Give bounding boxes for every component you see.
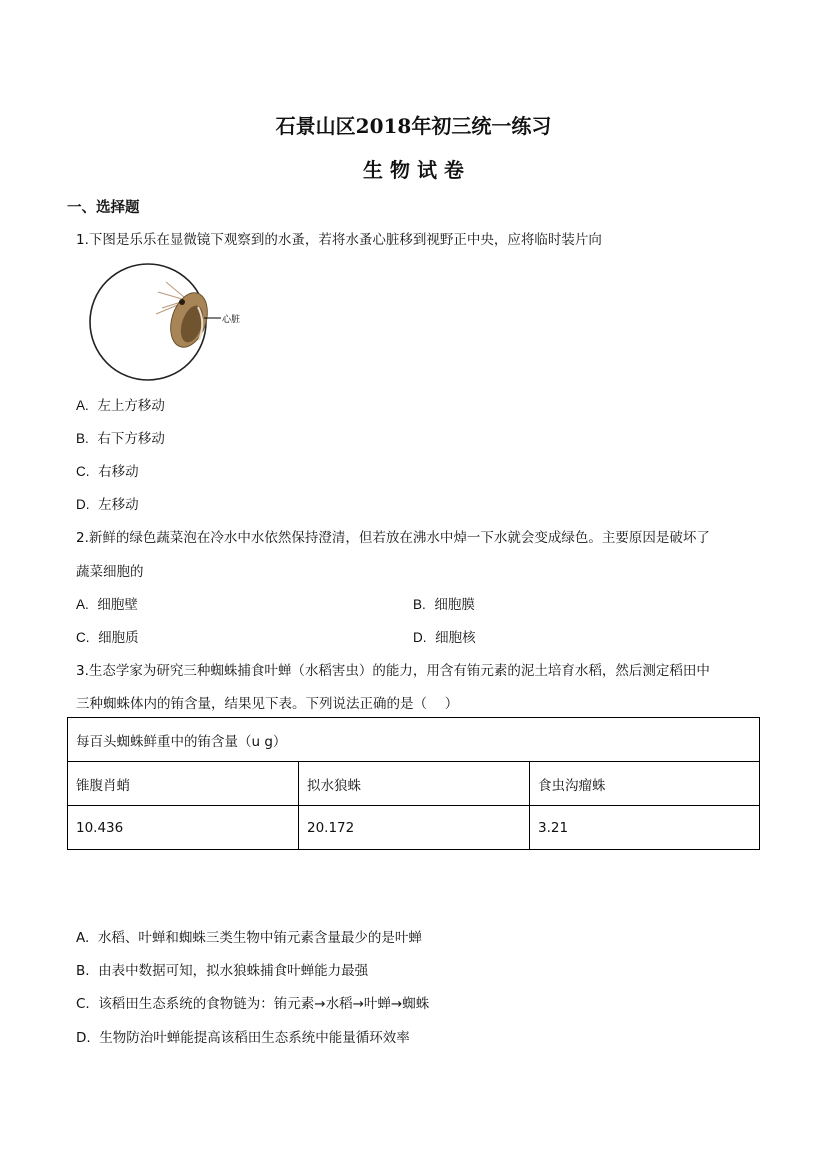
table-row [68, 762, 760, 806]
q1-option-c: C. 右移动 [76, 464, 139, 480]
table-cell: 锥腹肖蛸 [68, 762, 299, 806]
q3-option-c: C. 该稻田生态系统的食物链为：铕元素→水稻→叶蝉→蜘蛛 [76, 996, 430, 1012]
q2-option-d: D. 细胞核 [413, 630, 476, 646]
table-cell: 3.21 [530, 806, 760, 850]
table-row [68, 806, 760, 850]
q2-option-c: C. 细胞质 [76, 630, 139, 646]
europium-content-table [67, 717, 760, 850]
table-cell: 食虫沟瘤蛛 [530, 762, 760, 806]
q3-option-a: A. 水稻、叶蝉和蜘蛛三类生物中铕元素含量最少的是叶蝉 [76, 930, 422, 946]
q2-option-b: B. 细胞膜 [413, 597, 475, 613]
question-1-stem: 1.下图是乐乐在显微镜下观察到的水蚤，若将水蚤心脏移到视野正中央，应将临时装片向 [76, 232, 602, 248]
table-cell: 10.436 [68, 806, 299, 850]
q1-option-d: D. 左移动 [76, 497, 139, 513]
section-heading: 一、选择题 [67, 200, 140, 216]
heart-label: 心脏 [222, 315, 241, 325]
q3-option-d: D. 生物防治叶蝉能提高该稻田生态系统中能量循环效率 [76, 1030, 410, 1046]
table-header-row [68, 718, 760, 762]
q1-option-b: B. 右下方移动 [76, 431, 165, 447]
page-subtitle: 生 物 试 卷 [363, 158, 464, 182]
question-3-stem-line1: 3.生态学家为研究三种蜘蛛捕食叶蝉（水稻害虫）的能力，用含有铕元素的泥土培育水稻，然后测定稻田中 [76, 663, 710, 679]
page-title: 石景山区2018年初三统一练习 [275, 114, 552, 138]
question-2-stem-line1: 2.新鲜的绿色蔬菜泡在冷水中水依然保持澄清，但若放在沸水中焯一下水就会变成绿色。主要原因是破坏了 [76, 530, 710, 546]
q1-option-a: A. 左上方移动 [76, 398, 165, 414]
table-header-cell: 每百头蜘蛛鲜重中的铕含量（u g） [68, 718, 760, 762]
question-2-stem-line2: 蔬菜细胞的 [76, 564, 144, 580]
microscope-view-figure [86, 262, 246, 382]
table-cell: 拟水狼蛛 [299, 762, 530, 806]
q2-option-a: A. 细胞壁 [76, 597, 138, 613]
question-3-stem-line2: 三种蜘蛛体内的铕含量，结果见下表。下列说法正确的是（ ） [76, 696, 459, 712]
table-cell: 20.172 [299, 806, 530, 850]
q3-option-b: B. 由表中数据可知，拟水狼蛛捕食叶蝉能力最强 [76, 963, 369, 979]
